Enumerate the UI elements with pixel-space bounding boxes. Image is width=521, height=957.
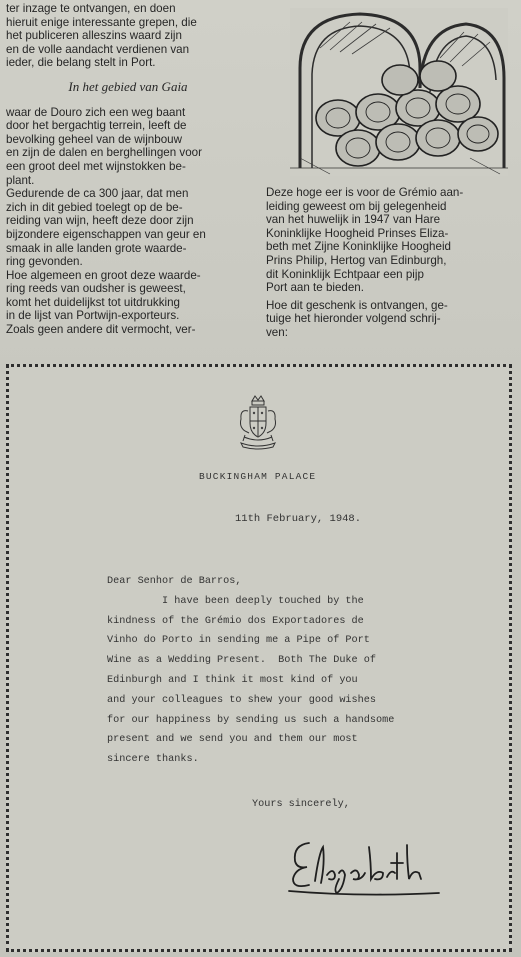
text-line: bijzondere eigenschappen van geur en [6,227,206,241]
text-line: Wine as a Wedding Present. Both The Duke of [107,655,376,667]
text-line: I have been deeply touched by the [107,595,364,607]
text-line: ieder, die belang stelt in Port. [6,56,156,70]
letter-salutation: Dear Senhor de Barros, [107,576,242,587]
text-line: Port aan te bieden. [266,281,364,295]
text-line: en de volle aandacht verdienen van [6,42,190,56]
text-line: het publiceren alleszins waard zijn [6,29,182,43]
letter-body [107,572,487,770]
text-line: van het huwelijk in 1947 van Hare [266,213,441,227]
text-line: kindness of the Grémio dos Exportadores de [107,615,364,627]
text-line: Koninklijke Hoogheid Prinses Eliza- [266,226,449,240]
text-line: door het bergachtig terrein, leeft de [6,119,187,133]
handwritten-signature [279,833,449,903]
text-line: reiding van wijn, heeft deze door zijn [6,214,194,228]
text-line: leiding geweest om bij gelegenheid [266,199,447,213]
text-line: ven: [266,325,288,339]
text-line: en zijn de dalen en berghellingen voor [6,146,202,160]
text-line: Deze hoge eer is voor de Grémio aan- [266,186,464,199]
text-line: Vinho do Porto in sending me a Pipe of Port [107,635,370,647]
text-line: dit Koninklijk Echtpaar een pijp [266,267,424,281]
article-left-column [6,2,250,337]
text-line: sincere thanks. [107,754,199,766]
text-line: waar de Douro zich een weg baant [6,105,186,119]
intro-paragraph [6,2,250,70]
text-line: Edinburgh and I think it most kind of you [107,674,358,686]
section-heading: In het gebied van Gaia [68,78,188,94]
text-line: een groot deel met wijnstokken be- [6,159,186,173]
wine-cellar-illustration [290,8,508,176]
letterhead: BUCKINGHAM PALACE [199,471,317,482]
text-line: ter inzage te ontvangen, en doen [6,2,176,15]
text-line: ring reeds van oudsher is geweest, [6,282,186,296]
text-line: Zoals geen andere dit vermocht, ver- [6,323,196,337]
text-line: in de lijst van Portwijn-exporteurs. [6,309,180,323]
text-line: komt het duidelijkst tot uitdrukking [6,295,180,309]
text-line: Hoe dit geschenk is ontvangen, ge- [266,298,448,312]
letter-date: 11th February, 1948. [235,513,362,525]
text-line: plant. [6,173,35,187]
royal-coat-of-arms-icon [235,393,281,453]
text-line: zich in dit gebied toelegt op de be- [6,200,183,214]
text-line: and your colleagues to shew your good wishes [107,694,376,706]
text-line: hieruit enige interessante grepen, die [6,15,197,29]
text-line: Prins Philip, Hertog van Edinburgh, [266,253,447,267]
text-line: tuige het hieronder volgend schrij- [266,312,441,326]
text-line: ring gevonden. [6,255,83,269]
text-line: present and we send you and them our most [107,734,358,746]
text-line: bevolking geheel van de wijnbouw [6,132,182,146]
body-paragraph [6,106,250,337]
royal-letter [6,364,512,952]
text-line: Gedurende de ca 300 jaar, dat men [6,187,189,201]
text-line: for our happiness by sending us such a handsome [107,714,395,726]
text-line: Hoe algemeen en groot deze waarde- [6,268,201,282]
text-line: beth met Zijne Koninklijke Hoogheid [266,240,451,254]
article-right-column [266,186,510,340]
text-line: smaak in alle landen grote waarde- [6,241,187,255]
letter-closing: Yours sincerely, [252,799,350,810]
